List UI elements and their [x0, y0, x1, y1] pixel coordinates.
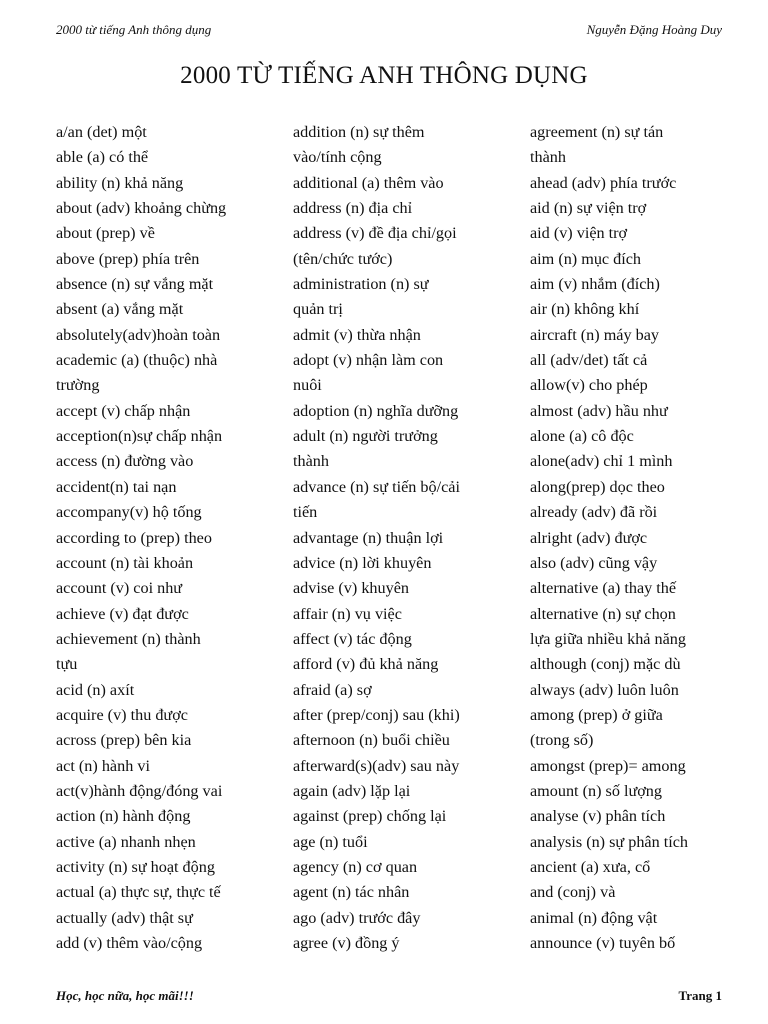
word-entry-line: allow(v) cho phép: [530, 376, 648, 395]
word-entry-line: account (n) tài khoản: [56, 553, 194, 572]
word-entry-line: agree (v) đồng ý: [293, 934, 400, 952]
word-entry-line: about (prep) về: [56, 224, 155, 243]
word-entry-line: achieve (v) đạt được: [56, 604, 189, 623]
word-entry-line: advise (v) khuyên: [293, 579, 409, 598]
word-entry-line: administration (n) sự: [293, 275, 429, 294]
word-entry-line: address (n) địa chỉ: [293, 199, 413, 218]
word-entry-line: aid (v) viện trợ: [530, 224, 628, 243]
word-entry-line: afterward(s)(adv) sau này: [293, 756, 460, 775]
word-entry-line: achievement (n) thành: [56, 629, 201, 648]
word-entry-line: acid (n) axít: [56, 680, 135, 699]
word-entry-line: analysis (n) sự phân tích: [530, 832, 689, 851]
word-entry-line: aid (n) sự viện trợ: [530, 199, 647, 218]
word-entry-line: additional (a) thêm vào: [293, 173, 444, 192]
word-entry-line: ancient (a) xưa, cổ: [530, 857, 651, 876]
word-entry-line: ability (n) khả năng: [56, 173, 184, 192]
word-entry-line: aircraft (n) máy bay: [530, 325, 659, 344]
word-entry-line: absolutely(adv)hoàn toàn: [56, 325, 221, 344]
word-entry-line: about (adv) khoảng chừng: [56, 199, 227, 218]
word-entry-line: acquire (v) thu được: [56, 705, 188, 724]
word-entry-line: trường: [56, 376, 100, 395]
word-entry-line: addition (n) sự thêm: [293, 123, 425, 141]
footer-motto: Học, học nữa, học mãi!!!: [56, 988, 194, 1003]
word-entry-line: also (adv) cũng vậy: [530, 553, 658, 572]
word-entry-line: adopt (v) nhận làm con: [293, 351, 444, 370]
word-entry-line: announce (v) tuyên bố: [530, 934, 676, 952]
word-entry-line: amount (n) số lượng: [530, 781, 662, 800]
word-entry-line: action (n) hành động: [56, 807, 191, 826]
word-entry-line: along(prep) dọc theo: [530, 477, 665, 496]
word-entry-line: air (n) không khí: [530, 300, 640, 319]
word-entry-line: a/an (det) một: [56, 123, 147, 141]
page-title: 2000 TỪ TIẾNG ANH THÔNG DỤNG: [180, 62, 588, 89]
word-entry-line: above (prep) phía trên: [56, 249, 200, 268]
word-entry-line: admit (v) thừa nhận: [293, 325, 421, 344]
word-entry-line: thành: [530, 148, 566, 167]
word-entry-line: ago (adv) trước đây: [293, 908, 421, 927]
word-entry-line: affect (v) tác động: [293, 629, 412, 648]
word-entry-line: alone(adv) chỉ 1 mình: [530, 452, 673, 471]
header-left-text: 2000 từ tiếng Anh thông dụng: [56, 22, 212, 37]
word-entry-line: all (adv/det) tất cả: [530, 351, 648, 370]
word-column-3: [530, 120, 745, 956]
word-entry-line: age (n) tuổi: [293, 832, 368, 851]
word-entry-line: acception(n)sự chấp nhận: [56, 427, 223, 446]
word-entry-line: alright (adv) được: [530, 528, 648, 547]
word-entry-line: according to (prep) theo: [56, 528, 212, 547]
word-entry-line: affair (n) vụ việc: [293, 604, 402, 623]
word-entry-line: agent (n) tác nhân: [293, 883, 410, 902]
word-entry-line: against (prep) chống lại: [293, 807, 447, 826]
word-entry-line: alternative (n) sự chọn: [530, 604, 676, 623]
word-column-2: [293, 120, 518, 956]
word-entry-line: actual (a) thực sự, thực tế: [56, 883, 221, 902]
word-entry-line: always (adv) luôn luôn: [530, 680, 679, 699]
word-entry-line: alternative (a) thay thế: [530, 579, 677, 598]
word-entry-line: actually (adv) thật sự: [56, 908, 193, 927]
page-footer: [56, 988, 722, 1004]
word-entry-line: tựu: [56, 655, 78, 674]
word-entry-line: activity (n) sự hoạt động: [56, 857, 215, 876]
word-entry-line: advantage (n) thuận lợi: [293, 528, 444, 547]
word-entry-line: accept (v) chấp nhận: [56, 401, 191, 420]
word-entry-line: thành: [293, 452, 329, 471]
page-header: [56, 22, 722, 38]
word-entry-line: active (a) nhanh nhẹn: [56, 832, 196, 851]
header-author: Nguyễn Đặng Hoàng Duy: [586, 22, 722, 37]
word-entry-line: animal (n) động vật: [530, 908, 658, 927]
word-entry-line: accident(n) tai nạn: [56, 477, 177, 496]
word-entry-line: advance (n) sự tiến bộ/cải: [293, 477, 460, 496]
word-entry-line: analyse (v) phân tích: [530, 807, 666, 826]
word-entry-line: afraid (a) sợ: [293, 680, 372, 699]
word-entry-line: among (prep) ở giữa: [530, 705, 663, 724]
word-entry-line: afford (v) đủ khả năng: [293, 655, 439, 674]
word-entry-line: act (n) hành vi: [56, 756, 150, 775]
word-entry-line: vào/tính cộng: [293, 148, 382, 167]
word-entry-line: ahead (adv) phía trước: [530, 173, 677, 192]
word-entry-line: and (conj) và: [530, 883, 616, 902]
word-entry-line: (trong số): [530, 731, 594, 750]
word-entry-line: nuôi: [293, 376, 322, 395]
word-entry-line: agreement (n) sự tán: [530, 123, 664, 141]
word-entry-line: agency (n) cơ quan: [293, 857, 418, 876]
word-entry-line: adult (n) người trưởng: [293, 427, 438, 446]
word-entry-line: add (v) thêm vào/cộng: [56, 934, 203, 952]
word-entry-line: account (v) coi như: [56, 579, 183, 598]
word-entry-line: tiến: [293, 503, 318, 522]
word-entry-line: advice (n) lời khuyên: [293, 553, 432, 572]
word-entry-line: accompany(v) hộ tống: [56, 503, 202, 522]
word-entry-line: academic (a) (thuộc) nhà: [56, 351, 218, 370]
word-entry-line: after (prep/conj) sau (khi): [293, 705, 460, 724]
word-entry-line: across (prep) bên kia: [56, 731, 192, 750]
word-column-1: [56, 120, 276, 956]
word-entry-line: afternoon (n) buổi chiều: [293, 731, 450, 750]
word-entry-line: almost (adv) hầu như: [530, 401, 668, 420]
word-entry-line: again (adv) lặp lại: [293, 781, 411, 800]
word-entry-line: alone (a) cô độc: [530, 427, 634, 446]
word-entry-line: adoption (n) nghĩa dưỡng: [293, 401, 459, 420]
word-entry-line: absent (a) vắng mặt: [56, 300, 184, 319]
word-columns: [56, 120, 736, 960]
page-number: Trang 1: [678, 988, 722, 1003]
word-entry-line: access (n) đường vào: [56, 452, 194, 471]
word-entry-line: amongst (prep)= among: [530, 756, 686, 775]
word-entry-line: aim (n) mục đích: [530, 249, 642, 268]
word-entry-line: aim (v) nhắm (đích): [530, 275, 660, 294]
word-entry-line: quản trị: [293, 300, 343, 319]
word-entry-line: already (adv) đã rồi: [530, 503, 658, 522]
word-entry-line: although (conj) mặc dù: [530, 655, 681, 674]
word-entry-line: act(v)hành động/đóng vai: [56, 781, 223, 800]
word-entry-line: absence (n) sự vắng mặt: [56, 275, 214, 294]
word-entry-line: (tên/chức tước): [293, 249, 393, 268]
word-entry-line: able (a) có thể: [56, 148, 149, 167]
word-entry-line: lựa giữa nhiều khả năng: [530, 629, 686, 648]
word-entry-line: address (v) đề địa chỉ/gọi: [293, 224, 457, 243]
